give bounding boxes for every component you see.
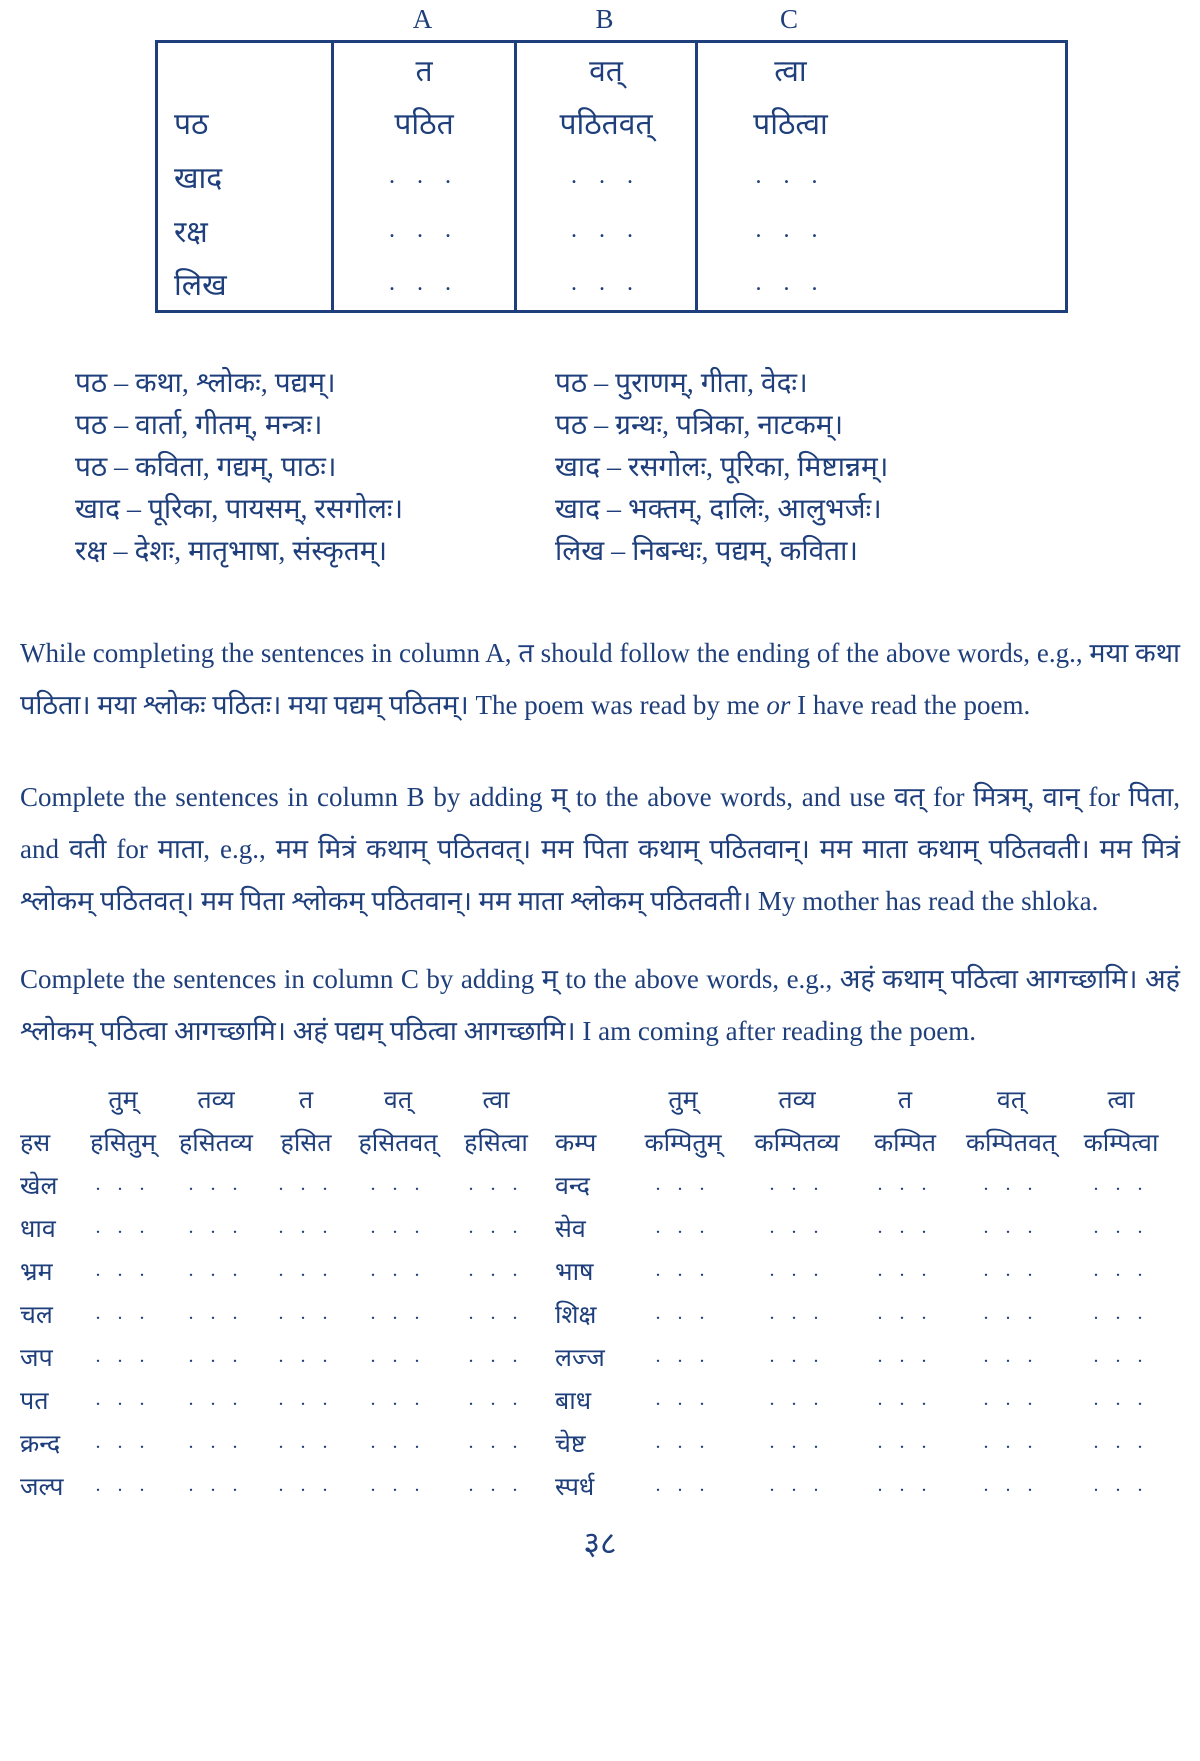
table-cell: . . . bbox=[278, 1474, 334, 1496]
table-cell: हसितुम् bbox=[90, 1129, 156, 1157]
table-cell: . . . bbox=[655, 1173, 711, 1195]
table-cell: कम्पितवत् bbox=[965, 1129, 1057, 1157]
table-cell: . . . bbox=[95, 1388, 151, 1410]
table-cell: . . . bbox=[697, 150, 1067, 204]
row-label: रक्ष bbox=[174, 216, 208, 249]
table-cell: कम्पितव्य bbox=[754, 1129, 840, 1157]
table-cell: हसित्वा bbox=[464, 1129, 528, 1157]
table-cell: . . . bbox=[983, 1431, 1039, 1453]
table-cell: . . . bbox=[95, 1302, 151, 1324]
row-label: शिक्ष bbox=[555, 1301, 597, 1329]
table-row bbox=[555, 1464, 1175, 1507]
table-cell: . . . bbox=[983, 1345, 1039, 1367]
header-row bbox=[20, 1077, 546, 1120]
table-row bbox=[157, 204, 1067, 258]
table-cell: . . . bbox=[468, 1216, 524, 1238]
table-cell: . . . bbox=[188, 1474, 244, 1496]
row-label: भाष bbox=[555, 1258, 594, 1286]
column-header: त्वा bbox=[482, 1086, 510, 1114]
table-cell: . . . bbox=[1093, 1302, 1149, 1324]
table-cell: . . . bbox=[188, 1173, 244, 1195]
table-row bbox=[20, 1464, 546, 1507]
italic-text-run: or bbox=[766, 690, 791, 720]
table-cell: . . . bbox=[188, 1388, 244, 1410]
row-label: भ्रम bbox=[20, 1258, 53, 1286]
row-label: खेल bbox=[20, 1172, 58, 1200]
text-run: Complete the sentences in column B by adding म् to the above words, and use वत् for मित्रम्, वान् for पिता, and वती for माता, e.g., मम मित्रं कथाम् पठितवत्। मम पिता कथाम् पठितवान्। मम माता कथाम् पठितवती। मम मित्रं श्लोकम् पठितवत्। मम पिता श्लोकम् पठितवान्। मम माता श्लोकम् पठितवती। My mother has read the shloka. bbox=[20, 782, 1180, 916]
column-header: तुम् bbox=[108, 1086, 138, 1114]
table-cell: . . . bbox=[370, 1259, 426, 1281]
row-label: कम्प bbox=[555, 1129, 597, 1157]
row-label: खाद bbox=[174, 162, 223, 195]
column-letter-b: B bbox=[595, 4, 614, 34]
row-label: जल्प bbox=[20, 1473, 64, 1501]
column-header: त bbox=[298, 1086, 314, 1114]
column-letter-a: A bbox=[412, 4, 433, 34]
table-cell: . . . bbox=[278, 1388, 334, 1410]
table-cell: . . . bbox=[769, 1173, 825, 1195]
table-cell: . . . bbox=[95, 1216, 151, 1238]
table-row bbox=[20, 1249, 546, 1292]
table-cell: . . . bbox=[769, 1302, 825, 1324]
table-cell: . . . bbox=[769, 1216, 825, 1238]
table-row bbox=[20, 1120, 546, 1163]
row-label: जप bbox=[20, 1344, 53, 1372]
header-row bbox=[555, 1077, 1175, 1120]
row-label: लिख bbox=[174, 269, 227, 303]
word-list-item: खाद – पूरिका, पायसम्, रसगोलः। bbox=[75, 494, 404, 525]
column-header: त्वा bbox=[1107, 1086, 1135, 1114]
row-label: स्पर्ध bbox=[555, 1473, 595, 1501]
row-label: चल bbox=[20, 1301, 53, 1329]
row-label: चेष्ट bbox=[555, 1430, 586, 1458]
table-cell: . . . bbox=[1093, 1431, 1149, 1453]
table-cell: . . . bbox=[370, 1431, 426, 1453]
table-row bbox=[157, 150, 1067, 204]
table-cell: हसित bbox=[280, 1129, 332, 1157]
column-header: वत् bbox=[996, 1086, 1026, 1114]
table-cell: . . . bbox=[983, 1474, 1039, 1496]
table-cell: . . . bbox=[1093, 1345, 1149, 1367]
row-label: वन्द bbox=[555, 1172, 590, 1200]
table-cell: . . . bbox=[370, 1474, 426, 1496]
table-cell: . . . bbox=[468, 1345, 524, 1367]
column-letters-row bbox=[155, 4, 1180, 36]
row-label: लज्ज bbox=[555, 1344, 605, 1372]
table-cell: . . . bbox=[370, 1345, 426, 1367]
table-cell: . . . bbox=[877, 1259, 933, 1281]
column-header: तव्य bbox=[778, 1086, 816, 1114]
vocabulary-list-right bbox=[555, 363, 888, 573]
table-row bbox=[20, 1163, 546, 1206]
table-cell: . . . bbox=[769, 1474, 825, 1496]
table-cell: . . . bbox=[333, 150, 516, 204]
table-row bbox=[555, 1292, 1175, 1335]
column-letter-c: C bbox=[779, 4, 798, 34]
table-cell: . . . bbox=[655, 1302, 711, 1324]
table-cell: . . . bbox=[655, 1259, 711, 1281]
table-cell: . . . bbox=[95, 1345, 151, 1367]
table-cell: . . . bbox=[1093, 1259, 1149, 1281]
table-cell: . . . bbox=[333, 204, 516, 258]
table-cell: . . . bbox=[468, 1474, 524, 1496]
word-list-item: खाद – रसगोलः, पूरिका, मिष्टान्नम्। bbox=[555, 452, 889, 483]
table-cell: . . . bbox=[769, 1388, 825, 1410]
table-cell: . . . bbox=[655, 1388, 711, 1410]
column-header: त bbox=[897, 1086, 913, 1114]
table-row bbox=[20, 1335, 546, 1378]
table-cell: . . . bbox=[1093, 1474, 1149, 1496]
table-cell: . . . bbox=[1093, 1173, 1149, 1195]
text-run: While completing the sentences in column A, त should follow the ending of the above words, e.g., मया कथा पठिता। मया श्लोकः पठितः। मया पद्यम् पठितम्। The poem was read by me bbox=[20, 638, 1180, 720]
table-cell: . . . bbox=[769, 1345, 825, 1367]
table-cell: . . . bbox=[877, 1173, 933, 1195]
table-cell: . . . bbox=[188, 1216, 244, 1238]
table-row bbox=[20, 1421, 546, 1464]
table-cell: . . . bbox=[95, 1474, 151, 1496]
table-cell: . . . bbox=[516, 150, 697, 204]
suffix-table bbox=[155, 40, 1068, 313]
table-cell: कम्पित्वा bbox=[1083, 1129, 1159, 1157]
table-row bbox=[555, 1249, 1175, 1292]
practice-tables bbox=[20, 1077, 1180, 1507]
table-cell: पठित्वा bbox=[697, 96, 1067, 150]
column-header: तव्य bbox=[197, 1086, 235, 1114]
table-cell: . . . bbox=[983, 1388, 1039, 1410]
row-label: हस bbox=[20, 1129, 51, 1157]
column-header: त bbox=[333, 42, 516, 96]
table-cell: . . . bbox=[877, 1474, 933, 1496]
table-cell: . . . bbox=[278, 1216, 334, 1238]
word-list-item: खाद – भक्तम्, दालिः, आलुभर्जः। bbox=[555, 494, 882, 525]
table-cell: . . . bbox=[95, 1173, 151, 1195]
table-row bbox=[20, 1206, 546, 1249]
table-cell: पठित bbox=[333, 96, 516, 150]
table-cell: . . . bbox=[188, 1345, 244, 1367]
column-header bbox=[20, 1077, 76, 1120]
table-cell: . . . bbox=[516, 258, 697, 312]
table-row bbox=[157, 96, 1067, 150]
table-row bbox=[555, 1335, 1175, 1378]
table-cell: . . . bbox=[877, 1302, 933, 1324]
table-cell: . . . bbox=[278, 1173, 334, 1195]
table-cell: . . . bbox=[877, 1216, 933, 1238]
word-list-item: पठ – वार्ता, गीतम्, मन्त्रः। bbox=[75, 410, 323, 441]
table-cell: . . . bbox=[468, 1259, 524, 1281]
table-cell: . . . bbox=[655, 1216, 711, 1238]
table-cell: . . . bbox=[370, 1302, 426, 1324]
text-run: I have read the poem. bbox=[790, 690, 1031, 720]
table-cell: . . . bbox=[1093, 1388, 1149, 1410]
table-cell: पठितवत् bbox=[516, 96, 697, 150]
table-cell: . . . bbox=[877, 1345, 933, 1367]
table-cell: . . . bbox=[95, 1259, 151, 1281]
table-cell: . . . bbox=[468, 1431, 524, 1453]
table-cell: . . . bbox=[278, 1259, 334, 1281]
table-row bbox=[20, 1378, 546, 1421]
table-cell: . . . bbox=[697, 204, 1067, 258]
table-cell: . . . bbox=[769, 1431, 825, 1453]
table-cell: हसितव्य bbox=[179, 1129, 253, 1157]
table-cell: . . . bbox=[516, 204, 697, 258]
row-label: धाव bbox=[20, 1215, 56, 1243]
table-row bbox=[555, 1206, 1175, 1249]
table-cell: . . . bbox=[370, 1173, 426, 1195]
word-list-item: रक्ष – देशः, मातृभाषा, संस्कृतम्। bbox=[75, 536, 388, 567]
table-row bbox=[555, 1163, 1175, 1206]
table-cell: . . . bbox=[983, 1259, 1039, 1281]
table-cell: . . . bbox=[983, 1302, 1039, 1324]
table-cell: . . . bbox=[877, 1388, 933, 1410]
column-header bbox=[555, 1077, 627, 1120]
table-cell: . . . bbox=[655, 1474, 711, 1496]
table-cell: . . . bbox=[468, 1388, 524, 1410]
table-cell: हसितवत् bbox=[358, 1129, 438, 1157]
vocabulary-list-left bbox=[75, 363, 555, 573]
table-cell: . . . bbox=[278, 1345, 334, 1367]
table-row bbox=[555, 1421, 1175, 1464]
row-label: पत bbox=[20, 1387, 49, 1415]
table-cell: . . . bbox=[697, 258, 1067, 312]
table-cell: . . . bbox=[983, 1216, 1039, 1238]
table-cell: . . . bbox=[188, 1259, 244, 1281]
table-cell: . . . bbox=[278, 1302, 334, 1324]
table-cell: . . . bbox=[769, 1259, 825, 1281]
table-cell: . . . bbox=[468, 1302, 524, 1324]
table-cell: कम्पितुम् bbox=[644, 1129, 722, 1157]
page-number: ३८ bbox=[583, 1525, 617, 1561]
table-cell: . . . bbox=[877, 1431, 933, 1453]
row-label: सेव bbox=[555, 1215, 586, 1243]
table-cell: . . . bbox=[370, 1216, 426, 1238]
table-cell: . . . bbox=[188, 1302, 244, 1324]
vocabulary-lists bbox=[75, 363, 1180, 573]
word-list-item: पठ – ग्रन्थः, पत्रिका, नाटकम्। bbox=[555, 410, 844, 441]
table-row bbox=[157, 258, 1067, 312]
table-cell: . . . bbox=[983, 1173, 1039, 1195]
instruction-paragraph-column-c bbox=[20, 953, 1180, 1057]
word-list-item: लिख – निबन्धः, पद्यम्, कविता। bbox=[555, 536, 858, 567]
row-label: क्रन्द bbox=[20, 1430, 61, 1458]
instruction-paragraph-column-b bbox=[20, 771, 1180, 927]
table-cell: . . . bbox=[655, 1431, 711, 1453]
header-row bbox=[157, 42, 1067, 96]
column-header: त्वा bbox=[697, 42, 1067, 96]
instruction-paragraph-column-a bbox=[20, 627, 1180, 731]
table-row bbox=[555, 1378, 1175, 1421]
column-header: तुम् bbox=[668, 1086, 698, 1114]
word-list-item: पठ – कथा, श्लोकः, पद्यम्। bbox=[75, 368, 336, 399]
table-cell: . . . bbox=[278, 1431, 334, 1453]
word-list-item: पठ – कविता, गद्यम्, पाठः। bbox=[75, 452, 337, 483]
word-list-item: पठ – पुराणम्, गीता, वेदः। bbox=[555, 368, 808, 399]
table-cell: . . . bbox=[1093, 1216, 1149, 1238]
row-label: पठ bbox=[174, 108, 209, 141]
practice-table-right bbox=[555, 1077, 1175, 1507]
column-header: वत् bbox=[516, 42, 697, 96]
practice-table-left bbox=[20, 1077, 546, 1507]
table-row bbox=[555, 1120, 1175, 1163]
table-cell: . . . bbox=[333, 258, 516, 312]
column-header: वत् bbox=[383, 1086, 413, 1114]
column-letter-spacer bbox=[155, 4, 331, 36]
table-cell: . . . bbox=[95, 1431, 151, 1453]
table-cell: . . . bbox=[468, 1173, 524, 1195]
text-run: Complete the sentences in column C by adding म् to the above words, e.g., अहं कथाम् पठित्वा आगच्छामि। अहं श्लोकम् पठित्वा आगच्छामि। अहं पद्यम् पठित्वा आगच्छामि। I am coming after reading the poem. bbox=[20, 964, 1180, 1046]
table-cell: . . . bbox=[188, 1431, 244, 1453]
table-cell: . . . bbox=[370, 1388, 426, 1410]
column-header bbox=[157, 42, 333, 96]
table-cell: . . . bbox=[655, 1345, 711, 1367]
table-row bbox=[20, 1292, 546, 1335]
table-cell: कम्पित bbox=[873, 1129, 937, 1157]
row-label: बाध bbox=[555, 1387, 592, 1415]
